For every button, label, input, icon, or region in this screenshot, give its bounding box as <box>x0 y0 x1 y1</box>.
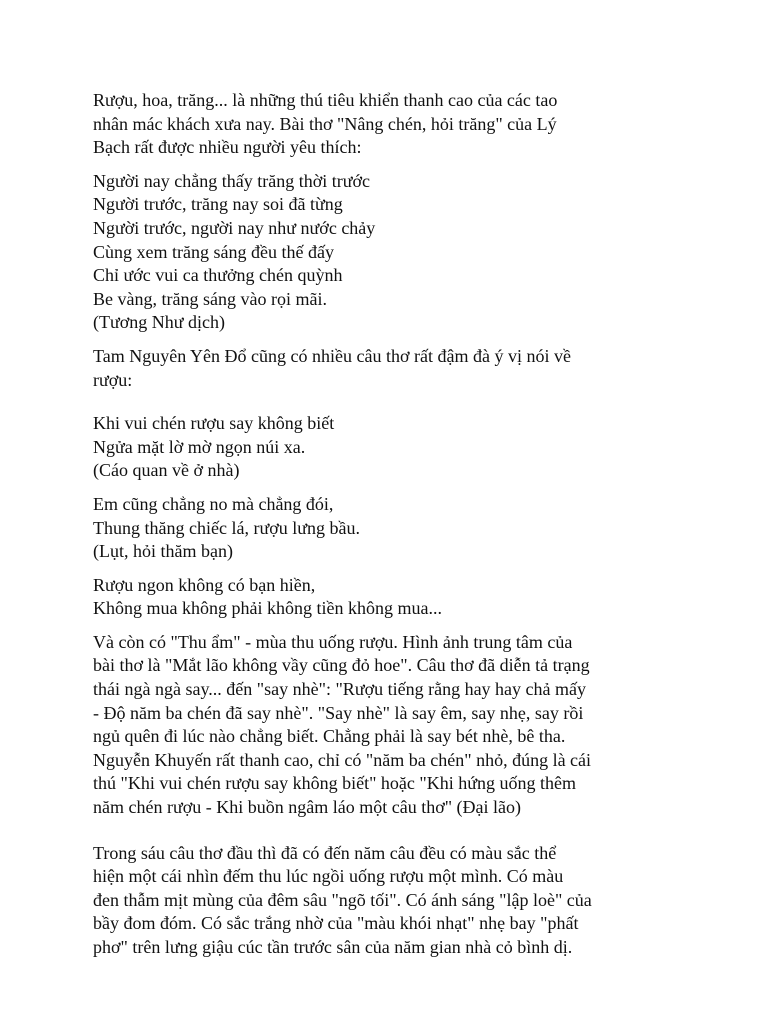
poem-line: Người trước, người nay như nước chảy <box>93 217 376 238</box>
poem-line: Chỉ ước vui ca thưởng chén quỳnh <box>93 265 343 286</box>
text-line: Trong sáu câu thơ đầu thì đã có đến năm câu đều có màu sắc thể <box>93 842 557 863</box>
poem-line: Em cũng chẳng no mà chẳng đói, <box>93 493 334 514</box>
text-line: bầy đom đóm. Có sắc trắng nhờ của "màu khói nhạt" nhẹ bay "phất <box>93 913 579 934</box>
text-line: rượu: <box>93 369 133 390</box>
poem-line: Người nay chẳng thấy trăng thời trước <box>93 170 370 191</box>
text-line: Tam Nguyên Yên Đổ cũng có nhiều câu thơ rất đậm đà ý vị nói về <box>93 345 571 366</box>
poem-attribution: (Cáo quan về ở nhà) <box>93 460 240 481</box>
text-line: năm chén rượu - Khi buồn ngâm láo một câu thơ" (Đại lão) <box>93 797 522 818</box>
yen-do-intro <box>93 345 693 392</box>
poem-ly-bach <box>93 170 693 335</box>
text-line: đen thẫm mịt mùng của đêm sâu "ngõ tối". Có ánh sáng "lập loè" của <box>93 889 592 910</box>
poem-attribution: (Tương Như dịch) <box>93 312 226 333</box>
sau-cau-paragraph <box>93 842 693 960</box>
poem-line: Cùng xem trăng sáng đều thế đấy <box>93 241 334 262</box>
thu-am-paragraph <box>93 631 693 820</box>
poem-ruou-ngon <box>93 574 693 621</box>
poem-lut <box>93 493 693 564</box>
poem-attribution: (Lụt, hỏi thăm bạn) <box>93 541 233 562</box>
poem-line: Be vàng, trăng sáng vào rọi mãi. <box>93 288 327 309</box>
text-line: thái ngà ngà say... đến "say nhè": "Rượu tiếng rằng hay hay chả mấy <box>93 679 587 700</box>
text-line: thú "Khi vui chén rượu say không biết" hoặc "Khi hứng uống thêm <box>93 773 577 794</box>
poem-line: Không mua không phải không tiền không mua... <box>93 598 442 619</box>
text-line: Rượu, hoa, trăng... là những thú tiêu khiển thanh cao của các tao <box>93 90 558 110</box>
text-line: Và còn có "Thu ẩm" - mùa thu uống rượu. Hình ảnh trung tâm của <box>93 631 573 652</box>
text-line: nhân mác khách xưa nay. Bài thơ "Nâng chén, hỏi trăng" của Lý <box>93 113 557 134</box>
poem-line: Ngửa mặt lờ mờ ngọn núi xa. <box>93 436 306 457</box>
text-line: phơ" trên lưng giậu cúc tần trước sân của năm gian nhà cỏ bình dị. <box>93 937 573 957</box>
poem-line: Khi vui chén rượu say không biết <box>93 413 335 434</box>
text-line: hiện một cái nhìn đếm thu lúc ngồi uống rượu một mình. Có màu <box>93 866 564 887</box>
poem-line: Người trước, trăng nay soi đã từng <box>93 194 343 215</box>
intro-paragraph <box>93 89 693 160</box>
text-line: ngủ quên đi lúc nào chẳng biết. Chẳng phải là say bét nhè, bê tha. <box>93 726 566 747</box>
text-line: Nguyễn Khuyến rất thanh cao, chỉ có "năm ba chén" nhỏ, đúng là cái <box>93 749 592 770</box>
poem-cao-quan <box>93 412 693 483</box>
document-page <box>93 89 693 960</box>
poem-line: Thung thăng chiếc lá, rượu lưng bầu. <box>93 517 360 538</box>
text-line: - Độ năm ba chén đã say nhè". "Say nhè" là say êm, say nhẹ, say rồi <box>93 702 584 723</box>
text-line: bài thơ là "Mắt lão không vầy cũng đỏ hoe". Câu thơ đã diễn tả trạng <box>93 655 590 676</box>
text-line: Bạch rất được nhiều người yêu thích: <box>93 137 362 158</box>
poem-line: Rượu ngon không có bạn hiền, <box>93 574 316 595</box>
